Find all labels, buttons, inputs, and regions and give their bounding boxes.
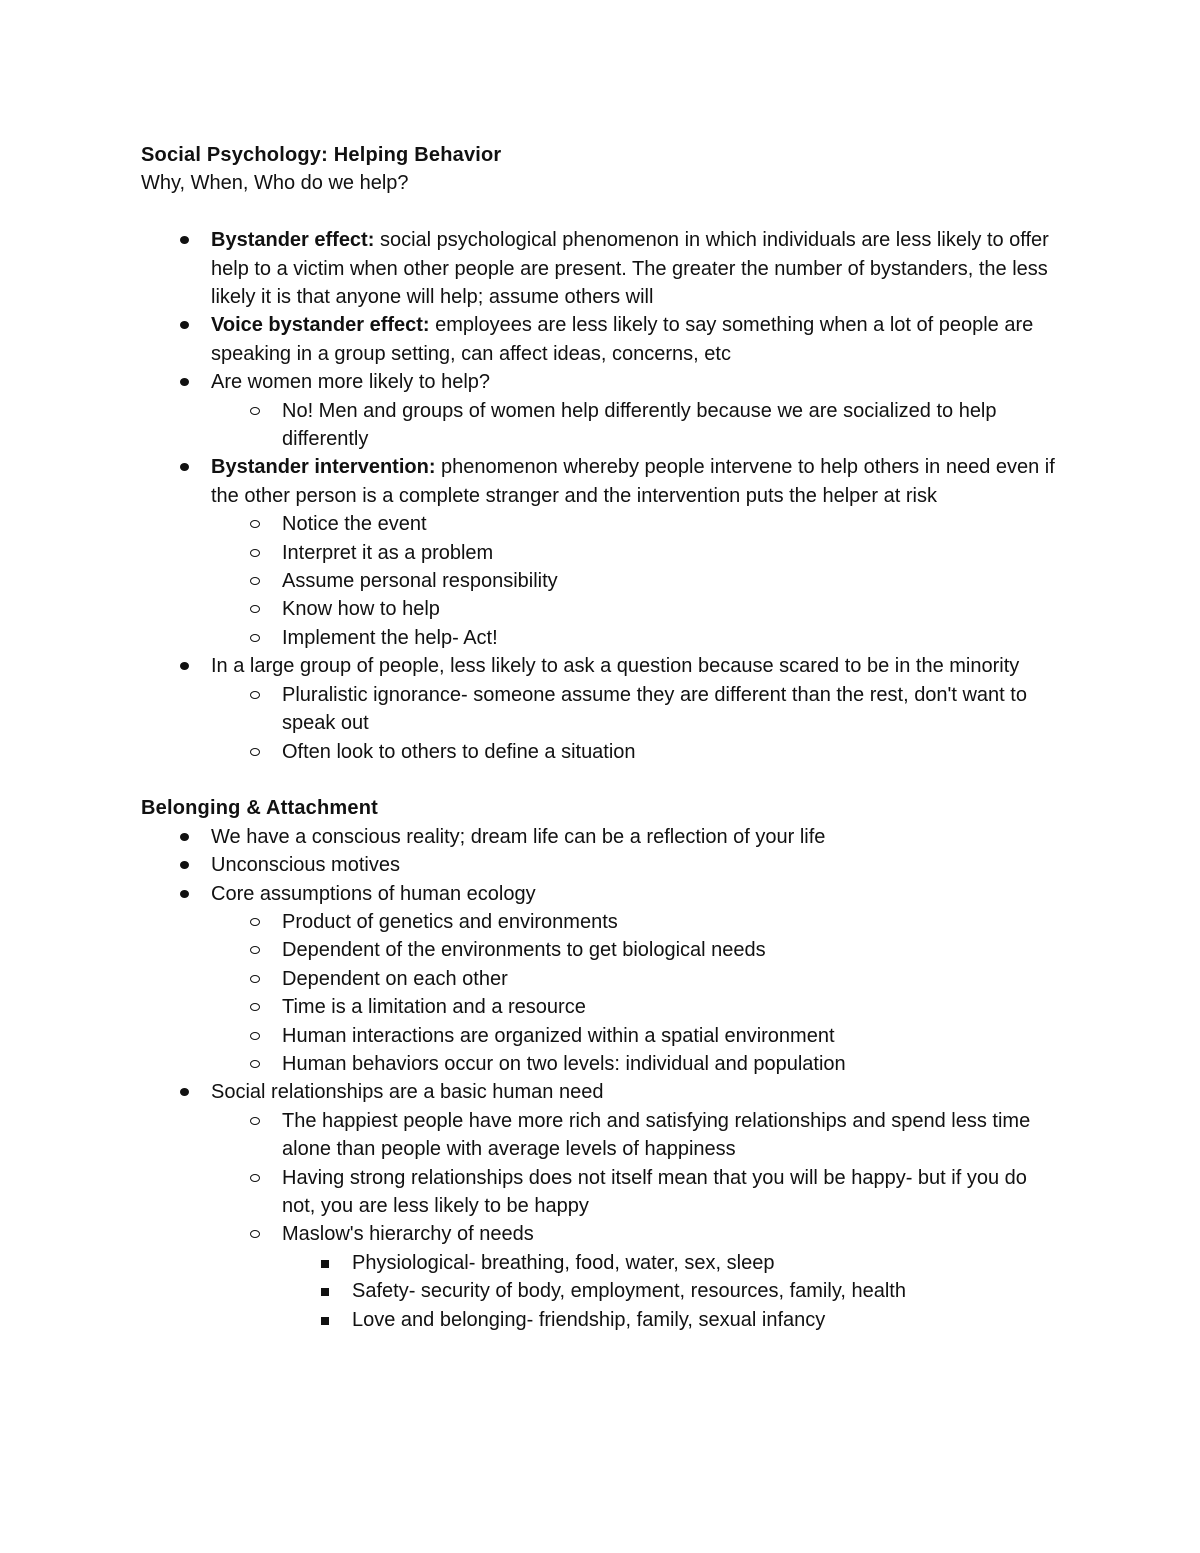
filled-circle-bullet-icon: [180, 662, 189, 670]
list-item-text: We have a conscious reality; dream life can be a reflection of your life: [211, 825, 826, 848]
list-item-text: The happiest people have more rich and satisfying relationships and spend less time alone than people with average levels of happiness: [282, 1109, 1031, 1161]
page-subtitle: Why, When, Who do we help?: [141, 172, 409, 195]
hollow-circle-bullet-icon: [250, 605, 260, 613]
filled-circle-bullet-icon: [180, 378, 189, 386]
list-item-text: Core assumptions of human ecology: [211, 882, 536, 905]
list-item: [141, 1022, 1060, 1050]
list-item: [141, 936, 1060, 964]
square-bullet-icon: [321, 1260, 329, 1268]
term-label: Bystander intervention:: [211, 456, 436, 479]
filled-circle-bullet-icon: [180, 321, 189, 329]
list-item: [141, 965, 1060, 993]
hollow-circle-bullet-icon: [250, 634, 260, 642]
list-item-text: Maslow's hierarchy of needs: [282, 1223, 534, 1246]
square-bullet-icon: [321, 1288, 329, 1296]
square-bullet-icon: [321, 1317, 329, 1325]
list-item: [141, 993, 1060, 1021]
list-item-text: Love and belonging- friendship, family, sexual infancy: [352, 1308, 826, 1331]
list-item: [141, 368, 1060, 396]
filled-circle-bullet-icon: [180, 861, 189, 869]
hollow-circle-bullet-icon: [250, 1032, 260, 1040]
helping-behavior-list: [141, 226, 1060, 766]
list-item-text: Dependent on each other: [282, 967, 508, 990]
list-item: [141, 880, 1060, 908]
list-item: [141, 1220, 1060, 1248]
filled-circle-bullet-icon: [180, 463, 189, 471]
list-item: [141, 1078, 1060, 1106]
hollow-circle-bullet-icon: [250, 748, 260, 756]
list-item-text: Safety- security of body, employment, resources, family, health: [352, 1280, 906, 1303]
list-item: [141, 510, 1060, 538]
list-item-text: Product of genetics and environments: [282, 910, 618, 933]
hollow-circle-bullet-icon: [250, 577, 260, 585]
list-item: [141, 681, 1060, 738]
list-item-text: Dependent of the environments to get biological needs: [282, 939, 766, 962]
list-item-text: Assume personal responsibility: [282, 570, 558, 593]
list-item-text: Pluralistic ignorance- someone assume they are different than the rest, don't want to speak out: [282, 683, 1027, 735]
list-item: [141, 1164, 1060, 1221]
list-item: [141, 652, 1060, 680]
list-item: [141, 851, 1060, 879]
hollow-circle-bullet-icon: [250, 1230, 260, 1238]
list-item: [141, 624, 1060, 652]
filled-circle-bullet-icon: [180, 1088, 189, 1096]
hollow-circle-bullet-icon: [250, 520, 260, 528]
list-item-text: Notice the event: [282, 513, 427, 536]
term-label: Bystander effect:: [211, 229, 375, 252]
list-item: [141, 1107, 1060, 1164]
list-item-text: No! Men and groups of women help differently because we are socialized to help differently: [282, 399, 997, 451]
list-item-text: Know how to help: [282, 598, 440, 621]
list-item-text: Social relationships are a basic human need: [211, 1081, 604, 1104]
list-item-text: Often look to others to define a situation: [282, 740, 636, 763]
list-item: [141, 311, 1060, 368]
list-item: [141, 453, 1060, 510]
list-item-text: Having strong relationships does not itself mean that you will be happy- but if you do not, you are less likely to be happy: [282, 1166, 1027, 1217]
list-item: [141, 823, 1060, 851]
list-item-text: social psychological phenomenon in which individuals are less likely to offer help to a victim when other people are present. The greater the number of bystanders, the less likely it is that anyone will help; assume others will: [211, 229, 1049, 309]
filled-circle-bullet-icon: [180, 833, 189, 841]
hollow-circle-bullet-icon: [250, 1060, 260, 1068]
list-item-text: Unconscious motives: [211, 854, 400, 877]
list-item-text: Are women more likely to help?: [211, 371, 491, 394]
list-item: [141, 738, 1060, 766]
page-title: Social Psychology: Helping Behavior: [141, 144, 502, 166]
belonging-attachment-list: [141, 823, 1060, 1334]
list-item-text: Human behaviors occur on two levels: individual and population: [282, 1052, 846, 1075]
list-item-text: Implement the help- Act!: [282, 626, 498, 649]
hollow-circle-bullet-icon: [250, 549, 260, 557]
filled-circle-bullet-icon: [180, 236, 189, 244]
list-item: [141, 1277, 1060, 1305]
list-item: [141, 226, 1060, 311]
list-item-text: Physiological- breathing, food, water, sex, sleep: [352, 1251, 775, 1274]
list-item: [141, 567, 1060, 595]
filled-circle-bullet-icon: [180, 890, 189, 898]
term-label: Voice bystander effect:: [211, 314, 430, 337]
list-item-text: Human interactions are organized within a spatial environment: [282, 1024, 835, 1047]
hollow-circle-bullet-icon: [250, 975, 260, 983]
hollow-circle-bullet-icon: [250, 946, 260, 954]
list-item: [141, 539, 1060, 567]
section-heading: Belonging & Attachment: [141, 797, 378, 820]
hollow-circle-bullet-icon: [250, 1174, 260, 1182]
hollow-circle-bullet-icon: [250, 407, 260, 415]
list-item: [141, 908, 1060, 936]
hollow-circle-bullet-icon: [250, 918, 260, 926]
list-item: [141, 1050, 1060, 1078]
list-item: [141, 397, 1060, 454]
list-item: [141, 1249, 1060, 1277]
list-item-text: In a large group of people, less likely to ask a question because scared to be in the minority: [211, 655, 1020, 678]
list-item-text: employees are less likely to say something when a lot of people are speaking in a group setting, can affect ideas, concerns, etc: [211, 314, 1034, 365]
hollow-circle-bullet-icon: [250, 691, 260, 699]
hollow-circle-bullet-icon: [250, 1003, 260, 1011]
list-item-text: Time is a limitation and a resource: [282, 996, 586, 1019]
list-item-text: Interpret it as a problem: [282, 541, 494, 564]
list-item-text: phenomenon whereby people intervene to help others in need even if the other person is a complete stranger and the intervention puts the helper at risk: [211, 456, 1055, 507]
hollow-circle-bullet-icon: [250, 1117, 260, 1125]
list-item: [141, 595, 1060, 623]
list-item: [141, 1306, 1060, 1334]
